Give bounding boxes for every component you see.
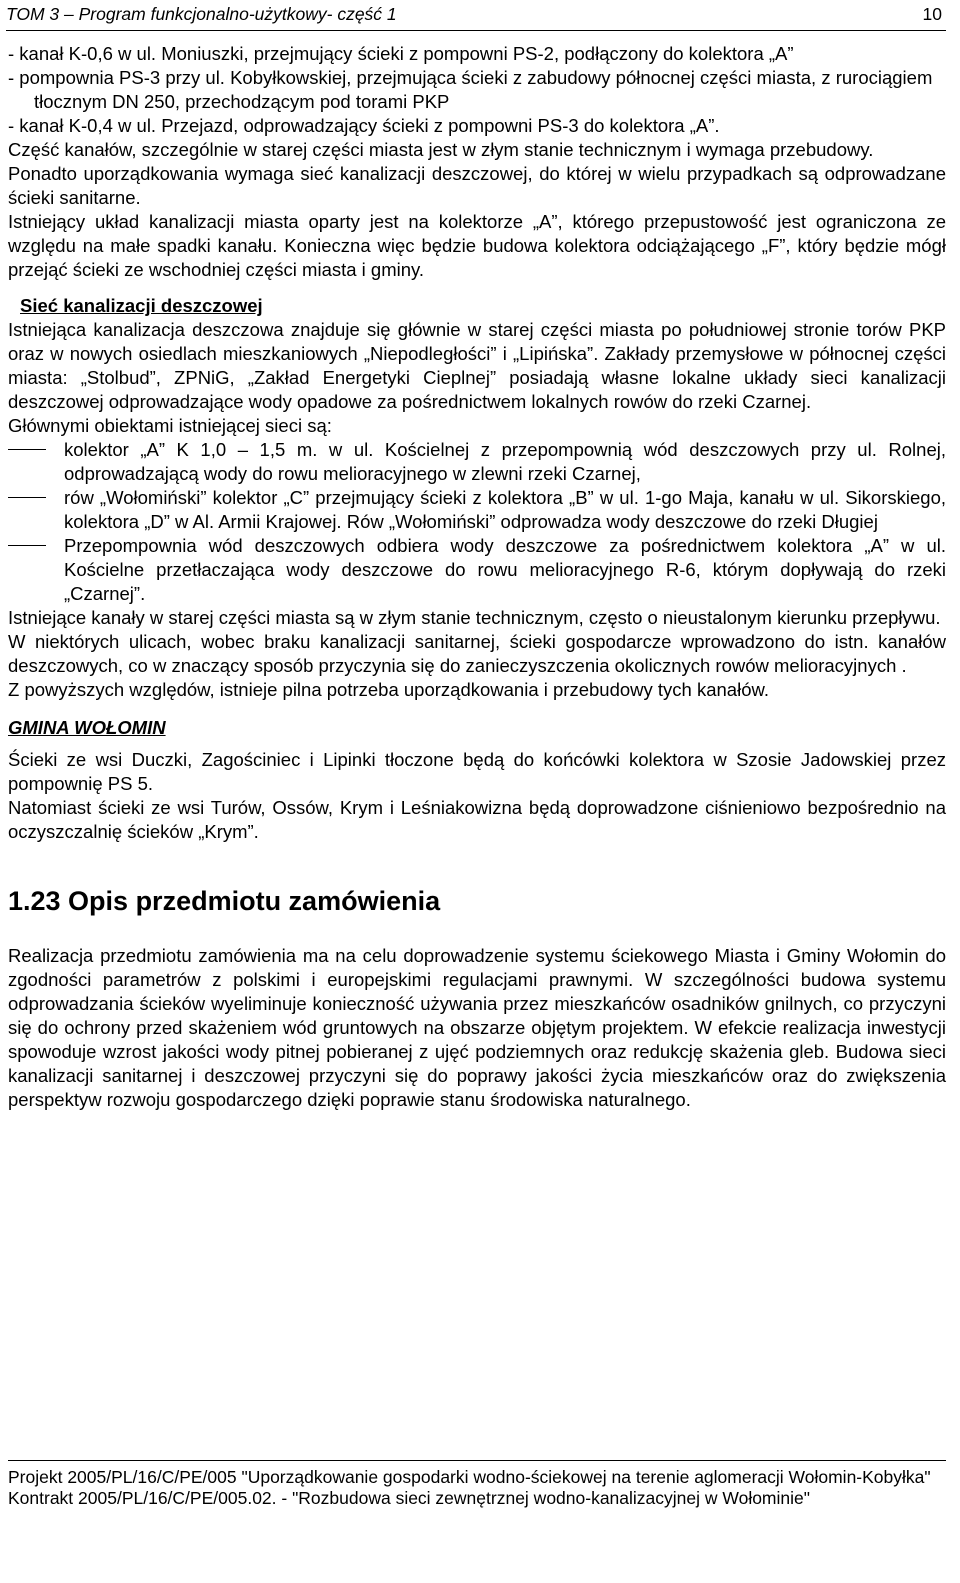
storm-section-heading: Sieć kanalizacji deszczowej [20,295,263,316]
dash-list-item [8,534,946,606]
footer-project: Projekt 2005/PL/16/C/PE/005 "Uporządkowanie gospodarki wodno-ściekowej na terenie aglomeracji Wołomin-Kobyłka" [8,1467,931,1487]
paragraph: W niektórych ulicach, wobec braku kanalizacji sanitarnej, ścieki gospodarcze wprowadzono do istn. kanałów deszczowych, co w znaczący sposób przyczynia się do zanieczyszczenia okolicznych rowów melioracyjnych . [8,631,946,676]
dash-bullet [8,449,46,450]
gmina-heading: GMINA WOŁOMIN [8,717,166,738]
paragraph: Istniejąca kanalizacja deszczowa znajduje się głównie w starej części miasta po południowej stronie torów PKP oraz w nowych osiedlach mieszkaniowych „Niepodległości” i „Lipińska”. Zakłady przemysłowe w północnej części miasta: „Stolbud”, ZPNiG, „Zakład Energetyki Cieplnej” posiadają własne lokalne układy sieci kanalizacji deszczowej odprowadzające wody opadowe za pośrednictwem lokalnych rowów do rzeki Czarnej. [8,319,946,412]
paragraph: Istniejący układ kanalizacji miasta oparty jest na kolektorze „A”, którego przepustowość jest ograniczona ze względu na małe spadki kanału. Konieczna więc będzie budowa kolektora odciążającego „F”, który będzie mógł przejąć ścieki ze wschodniej części miasta i gminy. [8,211,946,280]
dash-list-text: rów „Wołomiński” kolektor „C” przejmujący ścieki z kolektora „B” w ul. 1-go Maja, kanału w ul. Sikorskiego, kolektora „D” w Al. Armii Krajowej. Rów „Wołomiński” odprowadza wody deszczowe do rzeki Długiej [64,487,946,532]
paragraph: Ponadto uporządkowania wymaga sieć kanalizacji deszczowej, do której w wielu przypadkach są odprowadzane ścieki sanitarne. [8,163,946,208]
dash-bullet [8,545,46,546]
section-heading: 1.23 Opis przedmiotu zamówienia [8,886,441,916]
dash-bullet [8,497,46,498]
paragraph: Istniejące kanały w starej części miasta są w złym stanie technicznym, często o nieustalonym kierunku przepływu. [8,607,941,628]
list-item: - kanał K-0,4 w ul. Przejazd, odprowadzający ścieki z pompowni PS-3 do kolektora „A”. [8,115,720,136]
paragraph: Głównymi obiektami istniejącej sieci są: [8,415,332,436]
list-item: - pompownia PS-3 przy ul. Kobyłkowskiej, przejmująca ścieki z zabudowy północnej części miasta, z rurociągiem tłocznym DN 250, przechodzącym pod torami PKP [8,67,933,112]
dash-list-item [8,486,946,534]
dash-list-text: kolektor „A” K 1,0 – 1,5 m. w ul. Kościelnej z przepompownią wód deszczowych przy ul. Rolnej, odprowadzającą wody do rowu melioracyjnego w zlewni rzeki Czarnej, [64,439,946,484]
paragraph: Część kanałów, szczególnie w starej części miasta jest w złym stanie technicznym i wymaga przebudowy. [8,139,874,160]
document-body [8,42,946,1112]
paragraph: Z powyższych względów, istnieje pilna potrzeba uporządkowania i przebudowy tych kanałów. [8,679,769,700]
page-header [6,0,946,31]
dash-list-text: Przepompownia wód deszczowych odbiera wody deszczowe za pośrednictwem kolektora „A” w ul. Kościelne przetłaczająca wody deszczowe do rowu melioracyjnego R-6, którym dopływają do rzeki „Czarnej”. [64,535,946,604]
page-number: 10 [922,4,942,24]
header-title: TOM 3 – Program funkcjonalno-użytkowy- część 1 [6,4,397,24]
dash-list-item [8,438,946,486]
page-footer [8,1460,946,1509]
paragraph: Natomiast ścieki ze wsi Turów, Ossów, Krym i Leśniakowizna będą doprowadzone ciśnieniowo bezpośrednio na oczyszczalnię ścieków „Krym”. [8,797,946,842]
list-item: - kanał K-0,6 w ul. Moniuszki, przejmujący ścieki z pompowni PS-2, podłączony do kolektora „A” [8,43,794,64]
footer-contract: Kontrakt 2005/PL/16/C/PE/005.02. - "Rozbudowa sieci zewnętrznej wodno-kanalizacyjnej w Wołominie" [8,1488,810,1508]
paragraph: Ścieki ze wsi Duczki, Zagościniec i Lipinki tłoczone będą do końcówki kolektora w Szosie Jadowskiej przez pompownię PS 5. [8,749,946,794]
paragraph: Realizacja przedmiotu zamówienia ma na celu doprowadzenie systemu ściekowego Miasta i Gminy Wołomin do zgodności parametrów z polskimi i europejskimi regulacjami prawnymi. W szczególności budowa systemu odprowadzania ścieków wyeliminuje konieczność używania przez mieszkańców osadników gnilnych, co przyczyni się do ochrony przed skażeniem wód gruntowych na obszarze objętym projektem. W efekcie realizacja inwestycji spowoduje wzrost jakości wody pitnej pobieranej z ujęć podziemnych oraz redukcję skażenia gleb. Budowa sieci kanalizacji sanitarnej i deszczowej przyczyni się do poprawy jakości życia mieszkańców oraz do zwiększenia perspektyw rozwoju gospodarczego dzięki poprawie stanu środowiska naturalnego. [8,945,946,1110]
